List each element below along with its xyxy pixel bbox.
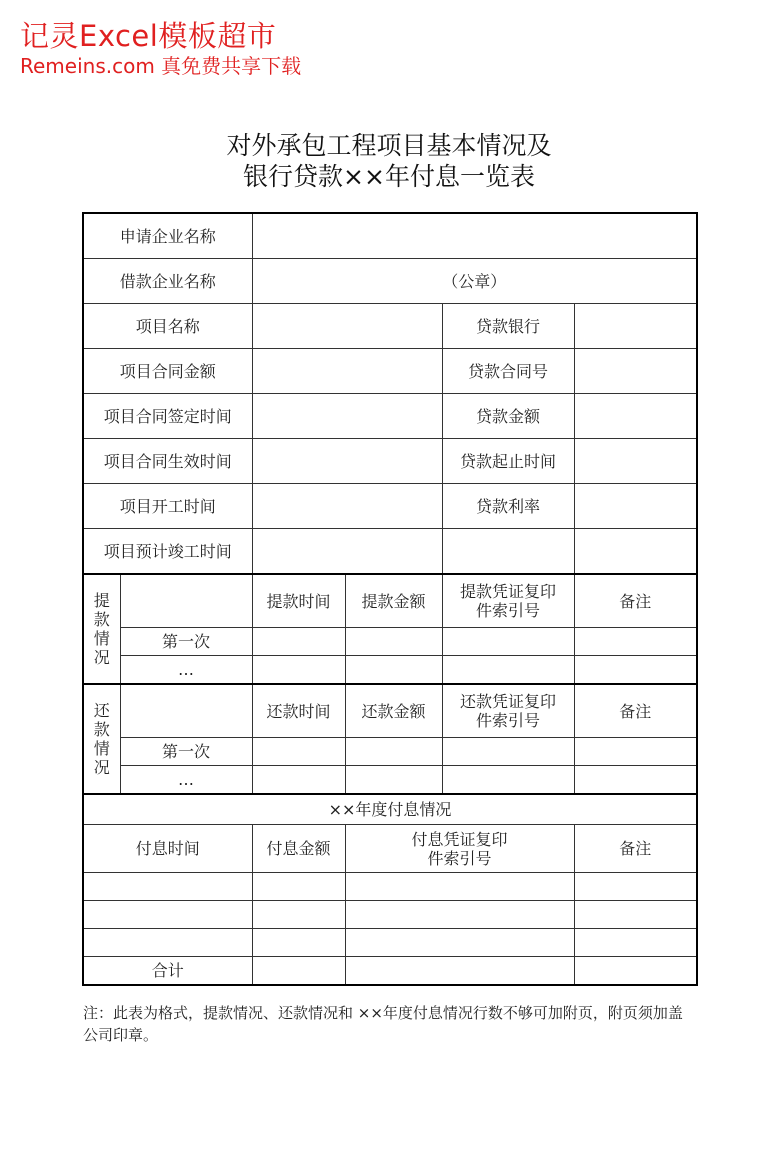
interest-total-cell[interactable] (345, 957, 574, 986)
info-row-right-label: 贷款银行 (442, 304, 574, 349)
repayment-cell[interactable] (574, 766, 697, 795)
repayment-col-amount: 还款金额 (345, 684, 442, 738)
watermark-brand: 记灵Excel模板超市 (20, 19, 277, 53)
interest-col-voucher-text: 付息凭证复印件索引号 (411, 829, 508, 868)
info-row-value-cell[interactable] (252, 349, 442, 394)
interest-total-cell[interactable] (252, 957, 345, 986)
interest-col-voucher (345, 825, 574, 873)
interest-row (83, 901, 697, 929)
info-row-right-label: 贷款起止时间 (442, 439, 574, 484)
withdrawal-blank-header (120, 574, 252, 628)
interest-cell[interactable] (252, 901, 345, 929)
withdrawal-section-text: 提款情况 (93, 591, 110, 667)
repayment-cell[interactable] (252, 766, 345, 795)
info-row (83, 484, 697, 529)
info-row-right-label: 贷款利率 (442, 484, 574, 529)
withdrawal-col-time: 提款时间 (252, 574, 345, 628)
withdrawal-col-voucher (442, 574, 574, 628)
info-row-right-value-cell[interactable] (574, 394, 697, 439)
info-row-label: 项目名称 (83, 304, 252, 349)
interest-col-note: 备注 (574, 825, 697, 873)
repayment-more-label: … (120, 766, 252, 795)
info-row-value-cell[interactable] (252, 484, 442, 529)
repayment-col-time: 还款时间 (252, 684, 345, 738)
info-row (83, 394, 697, 439)
interest-title-row (83, 794, 697, 825)
info-row-value-cell[interactable] (252, 439, 442, 484)
title-line-1: 对外承包工程项目基本情况及 (226, 131, 552, 160)
document-title (82, 130, 696, 192)
info-row-right-value-cell[interactable] (574, 439, 697, 484)
applicant-value-cell[interactable] (252, 213, 697, 259)
withdrawal-cell[interactable] (574, 656, 697, 685)
repayment-cell[interactable] (345, 738, 442, 766)
info-row-right-value-cell[interactable] (574, 349, 697, 394)
interest-col-amount: 付息金额 (252, 825, 345, 873)
withdrawal-cell[interactable] (345, 656, 442, 685)
interest-header-row (83, 825, 697, 873)
withdrawal-col-voucher-text: 提款凭证复印件索引号 (460, 582, 557, 620)
interest-cell[interactable] (345, 929, 574, 957)
info-row-label: 项目合同金额 (83, 349, 252, 394)
withdrawal-col-note: 备注 (574, 574, 697, 628)
borrower-value-cell[interactable]: （公章） (252, 259, 697, 304)
withdrawal-cell[interactable] (252, 628, 345, 656)
repayment-section-text: 还款情况 (93, 701, 110, 777)
interest-total-cell[interactable] (574, 957, 697, 986)
interest-cell[interactable] (574, 929, 697, 957)
interest-col-time: 付息时间 (83, 825, 252, 873)
info-row (83, 439, 697, 484)
info-row (83, 349, 697, 394)
repayment-row (83, 766, 697, 795)
info-row-label: 项目预计竣工时间 (83, 529, 252, 575)
repayment-blank-header (120, 684, 252, 738)
interest-cell[interactable] (574, 901, 697, 929)
repayment-col-voucher (442, 684, 574, 738)
repayment-cell[interactable] (442, 738, 574, 766)
repayment-cell[interactable] (345, 766, 442, 795)
interest-cell[interactable] (83, 873, 252, 901)
withdrawal-section-label (83, 574, 120, 684)
info-table (82, 212, 698, 986)
interest-row (83, 873, 697, 901)
interest-total-label: 合计 (83, 957, 252, 986)
repayment-col-voucher-text: 还款凭证复印件索引号 (460, 692, 557, 730)
repayment-row (83, 738, 697, 766)
info-row-value-cell[interactable] (252, 529, 442, 575)
repayment-section-label (83, 684, 120, 794)
withdrawal-cell[interactable] (252, 656, 345, 685)
repayment-cell[interactable] (442, 766, 574, 795)
info-row-label: 项目合同签定时间 (83, 394, 252, 439)
watermark-site: Remeins.com 真免费共享下载 (20, 54, 302, 78)
info-row-right-value-cell[interactable] (574, 484, 697, 529)
interest-cell[interactable] (252, 873, 345, 901)
row-applicant (83, 213, 697, 259)
info-row-right-label (442, 529, 574, 575)
info-row-label: 项目开工时间 (83, 484, 252, 529)
withdrawal-header-row (83, 574, 697, 628)
interest-cell[interactable] (252, 929, 345, 957)
footnote: 注：此表为格式，提款情况、还款情况和 ××年度付息情况行数不够可加附页，附页须加盖公司印章。 (83, 1004, 683, 1044)
withdrawal-cell[interactable] (345, 628, 442, 656)
interest-cell[interactable] (345, 873, 574, 901)
info-row-label: 项目合同生效时间 (83, 439, 252, 484)
info-row-value-cell[interactable] (252, 304, 442, 349)
row-borrower (83, 259, 697, 304)
withdrawal-cell[interactable] (574, 628, 697, 656)
title-line-2: 银行贷款××年付息一览表 (243, 162, 535, 191)
interest-cell[interactable] (345, 901, 574, 929)
applicant-label: 申请企业名称 (83, 213, 252, 259)
withdrawal-row (83, 628, 697, 656)
repayment-header-row (83, 684, 697, 738)
repayment-first-label: 第一次 (120, 738, 252, 766)
withdrawal-cell[interactable] (442, 628, 574, 656)
info-row (83, 529, 697, 575)
borrower-label: 借款企业名称 (83, 259, 252, 304)
interest-cell[interactable] (83, 901, 252, 929)
info-row-value-cell[interactable] (252, 394, 442, 439)
withdrawal-more-label: … (120, 656, 252, 685)
repayment-col-note: 备注 (574, 684, 697, 738)
withdrawal-col-amount: 提款金额 (345, 574, 442, 628)
info-row-right-label: 贷款合同号 (442, 349, 574, 394)
withdrawal-row (83, 656, 697, 685)
withdrawal-first-label: 第一次 (120, 628, 252, 656)
info-row-right-label: 贷款金额 (442, 394, 574, 439)
repayment-cell[interactable] (574, 738, 697, 766)
interest-cell[interactable] (83, 929, 252, 957)
info-row-right-value-cell[interactable] (574, 304, 697, 349)
interest-cell[interactable] (574, 873, 697, 901)
info-row-right-value-cell[interactable] (574, 529, 697, 575)
withdrawal-cell[interactable] (442, 656, 574, 685)
info-row (83, 304, 697, 349)
repayment-cell[interactable] (252, 738, 345, 766)
interest-section-title: ××年度付息情况 (83, 794, 697, 825)
interest-row (83, 929, 697, 957)
interest-total-row (83, 957, 697, 986)
watermark (20, 18, 301, 78)
